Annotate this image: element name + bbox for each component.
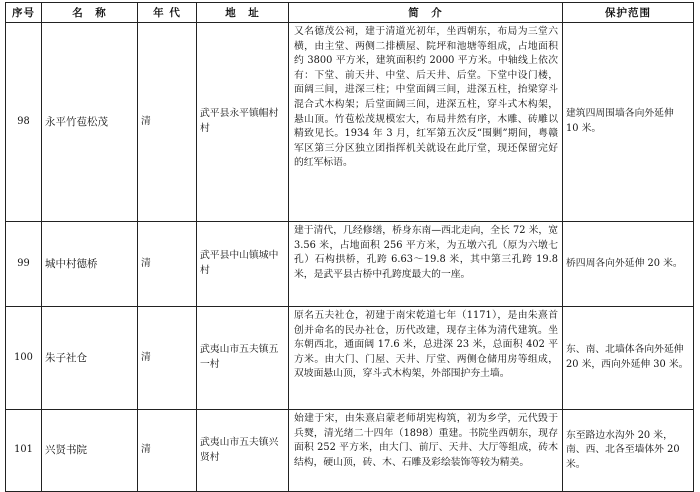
heritage-table-page — [5, 2, 693, 492]
site-protection-scope: 东、南、北墙体各向外延伸 20 米，西向外延伸 30 米。 — [563, 307, 694, 410]
site-address: 武夷山市五夫镇五一村 — [197, 307, 289, 410]
site-protection-scope: 桥四周各向外延伸 20 米。 — [563, 222, 694, 307]
site-name: 兴贤书院 — [42, 410, 138, 492]
site-name: 永平竹苞松茂 — [42, 23, 138, 222]
heritage-sites-table — [5, 2, 694, 492]
site-protection-scope: 东至路边水沟外 20 米，南、西、北各至墙体外 20 米。 — [563, 410, 694, 492]
header-protection-scope: 保护范围 — [563, 3, 694, 23]
row-number: 98 — [6, 23, 42, 222]
site-era: 清 — [138, 23, 197, 222]
table-row — [6, 307, 694, 410]
site-description: 又名德茂公祠，建于清道光初年，坐西朝东，布局为三堂六横，由主堂、两侧二排横屋、院坪和池塘等组成，占地面积约 3800 平方米，建筑面积约 2000 平方米。中轴线上依次有：下堂、前天井、中堂、后天井、后堂。下堂中设门楼，面阔三间，进深三柱；中堂面阔三间，进深五柱，抬梁穿斗混合式木构架；后堂面阔三间，进深五柱，穿斗式木构架，悬山顶。竹苞松茂规模宏大，布局井然有序，木雕、砖雕以精致见长。1934 年 3 月，红军第五次反“围剿”期间，粤赣军区第三分区独立团指挥机关就设在此厅堂，现还保留完好的红军标语。 — [289, 23, 563, 222]
row-number: 99 — [6, 222, 42, 307]
row-number: 100 — [6, 307, 42, 410]
table-row — [6, 410, 694, 492]
header-name: 名 称 — [42, 3, 138, 23]
site-description: 原名五夫社仓，初建于南宋乾道七年（1171），是由朱熹首创并命名的民办社仓，历代改建，现存主体为清代建筑。坐东朝西北，通面阔 17.6 米，总进深 23 米，总面积 402 平方米。由大门、门屋、天井、厅堂、两侧仓储用房等组成，双坡面悬山顶，穿斗式木构架，外部围护夯土墙。 — [289, 307, 563, 410]
site-era: 清 — [138, 222, 197, 307]
header-number: 序号 — [6, 3, 42, 23]
row-number: 101 — [6, 410, 42, 492]
site-address: 武平县中山镇城中村 — [197, 222, 289, 307]
site-era: 清 — [138, 307, 197, 410]
site-name: 朱子社仓 — [42, 307, 138, 410]
site-protection-scope: 建筑四周围墙各向外延伸 10 米。 — [563, 23, 694, 222]
site-era: 清 — [138, 410, 197, 492]
site-address: 武夷山市五夫镇兴贤村 — [197, 410, 289, 492]
site-address: 武平县永平镇帽村村 — [197, 23, 289, 222]
table-header-row — [6, 3, 694, 23]
table-row — [6, 222, 694, 307]
table-row — [6, 23, 694, 222]
header-address: 地 址 — [197, 3, 289, 23]
site-description: 始建于宋，由朱熹启蒙老师胡宪构筑，初为乡学，元代毁于兵燹，清光绪二十四年（1898）重建。书院坐西朝东，现存面积 252 平方米，由大门、前厅、天井、大厅等组成，砖木结构，硬山顶，砖、木、石雕及彩绘装饰等较为精美。 — [289, 410, 563, 492]
header-description: 简 介 — [289, 3, 563, 23]
site-name: 城中村德桥 — [42, 222, 138, 307]
header-era: 年 代 — [138, 3, 197, 23]
site-description: 建于清代，几经修缮，桥身东南—西北走向，全长 72 米，宽 3.56 米，占地面积 256 平方米，为五墩六孔（原为六墩七孔）石构拱桥，孔跨 6.63～19.8 米，其中第三孔跨 19.8 米，是武平县古桥中孔跨度最大的一座。 — [289, 222, 563, 307]
